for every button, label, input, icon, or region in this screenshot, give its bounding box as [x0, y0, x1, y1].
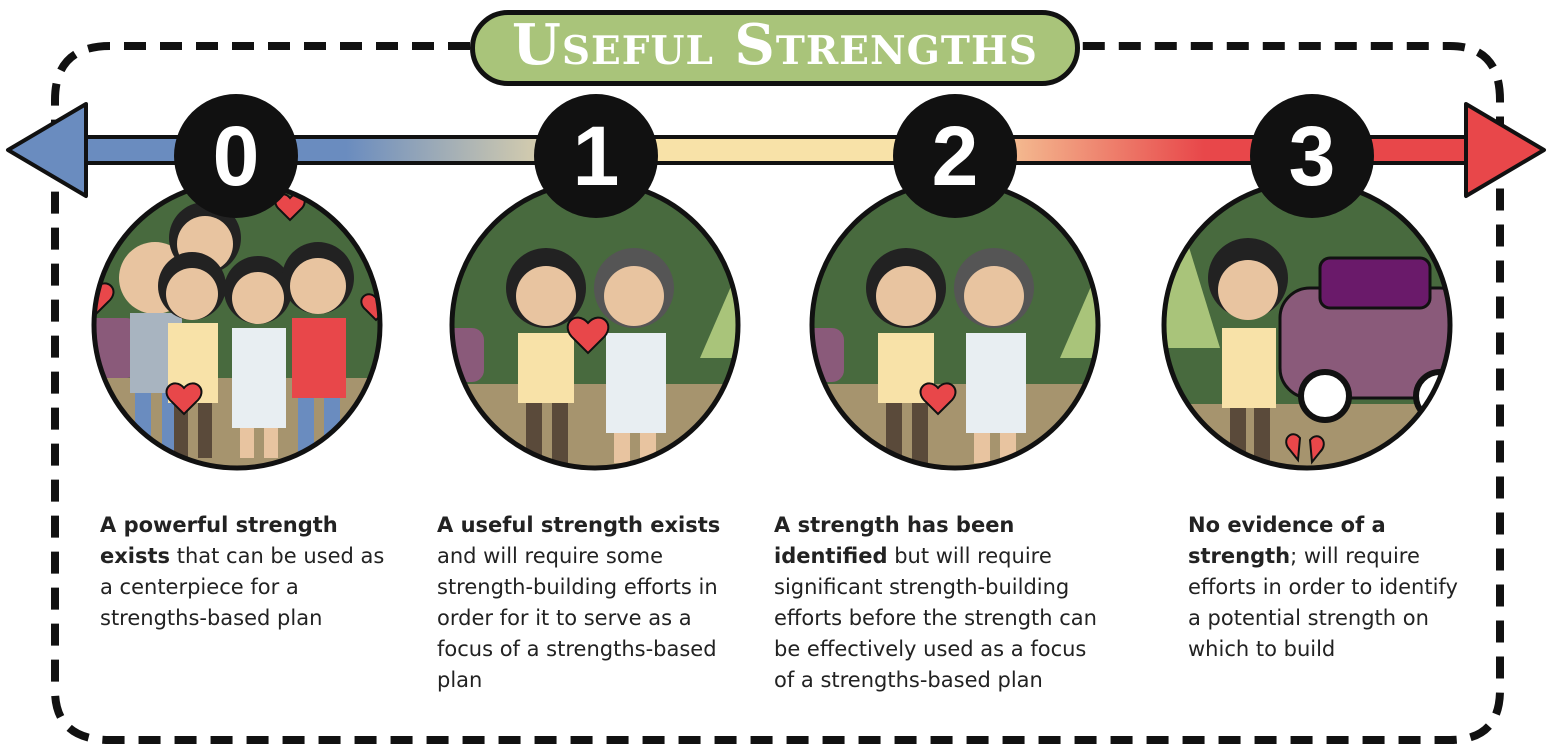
- level-2-rest: but will require significant strength-building efforts before the strength can be effectively used as a focus of a strengths-based plan: [774, 544, 1097, 692]
- level-3-rest: ; will require efforts in order to identify a potential strength on which to build: [1188, 544, 1458, 661]
- level-0-bold: A powerful strength exists: [100, 513, 338, 568]
- level-1-description: [437, 510, 737, 696]
- scene-sharing-heart-icon: [438, 178, 752, 472]
- level-1-rest: and will require some strength-building efforts in order for it to serve as a focus of a strengths-based plan: [437, 544, 718, 692]
- level-2-bold: A strength has been identified: [774, 513, 1015, 568]
- level-3-description: [1188, 510, 1468, 665]
- page-title: Useful Strengths: [512, 12, 1038, 78]
- level-3-badge: 3: [1250, 94, 1374, 218]
- title-banner: [470, 10, 1080, 86]
- level-1-bold: A useful strength exists: [437, 513, 721, 537]
- level-0-description: [100, 510, 390, 634]
- level-2-badge: 2: [893, 94, 1017, 218]
- level-1-badge: 1: [534, 94, 658, 218]
- scene-family-group-icon: [80, 178, 394, 472]
- scene-alone-broken-heart-icon: [1150, 178, 1464, 472]
- level-3-bold: No evidence of a strength: [1188, 513, 1386, 568]
- scene-heart-in-hand-icon: [798, 178, 1112, 472]
- level-0-rest: that can be used as a centerpiece for a strengths-based plan: [100, 544, 385, 630]
- level-2-description: [774, 510, 1104, 696]
- level-0-badge: 0: [174, 94, 298, 218]
